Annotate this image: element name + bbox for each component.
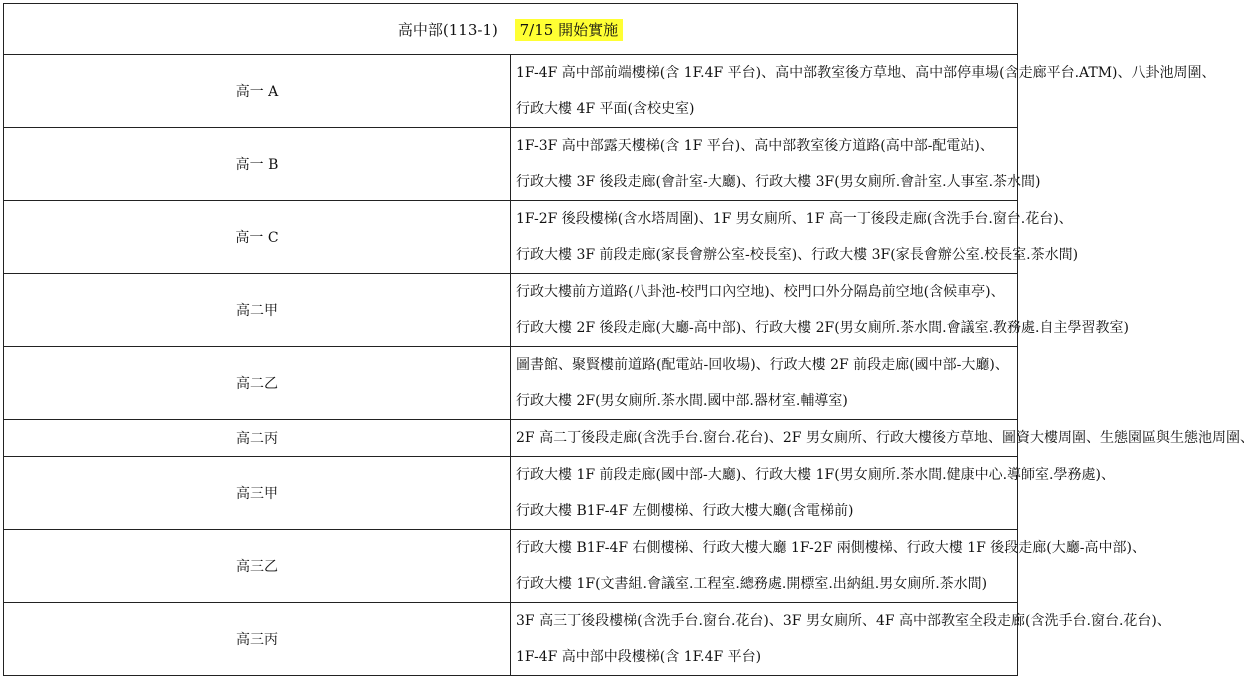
table-row — [4, 128, 1018, 201]
table-row — [4, 603, 1018, 676]
area-line: 行政大樓 1F 前段走廊(國中部-大廳)、行政大樓 1F(男女廁所.茶水間.健康中心.導師室.學務處)、 — [516, 467, 1115, 483]
area-line: 2F 高二丁後段走廊(含洗手台.窗台.花台)、2F 男女廁所、行政大樓後方草地、圖資大樓周圍、生態園區與生態池周圍、 — [516, 430, 1254, 446]
area-line: 行政大樓 1F(文書組.會議室.工程室.總務處.開標室.出納組.男女廁所.茶水間) — [516, 576, 988, 592]
class-label: 高三甲 — [4, 457, 511, 530]
area-cell — [511, 457, 1115, 530]
area-line: 1F-4F 高中部中段樓梯(含 1F.4F 平台) — [516, 649, 762, 665]
area-line: 行政大樓 2F(男女廁所.茶水間.國中部.器材室.輔導室) — [516, 393, 848, 409]
area-cell — [511, 55, 1216, 128]
area-cell — [511, 128, 1041, 201]
table-row — [4, 420, 1018, 457]
area-cell — [511, 274, 1129, 347]
class-label: 高一 A — [4, 55, 511, 128]
class-label: 高三丙 — [4, 603, 511, 676]
department-title: 高中部(113-1) — [397, 20, 498, 39]
class-label: 高三乙 — [4, 530, 511, 603]
cleaning-area-table — [3, 3, 1254, 676]
table-row — [4, 201, 1018, 274]
class-label: 高一 B — [4, 128, 511, 201]
table-row — [4, 347, 1018, 420]
area-line: 1F-2F 後段樓梯(含水塔周圍)、1F 男女廁所、1F 高一丁後段走廊(含洗手台.窗台.花台)、 — [516, 211, 1073, 227]
area-line: 圖書館、聚賢樓前道路(配電站-回收場)、行政大樓 2F 前段走廊(國中部-大廳)、 — [516, 357, 1009, 373]
area-cell — [511, 420, 1254, 457]
area-line: 3F 高三丁後段樓梯(含洗手台.窗台.花台)、3F 男女廁所、4F 高中部教室全段走廊(含洗手台.窗台.花台)、 — [516, 613, 1171, 629]
area-line: 1F-4F 高中部前端樓梯(含 1F.4F 平台)、高中部教室後方草地、高中部停車場(含走廊平台.ATM)、八卦池周圍、 — [516, 65, 1216, 81]
schedule-sheet — [3, 3, 1254, 676]
area-line: 行政大樓 4F 平面(含校史室) — [516, 101, 695, 117]
table-row — [4, 530, 1018, 603]
area-line: 行政大樓 3F 後段走廊(會計室-大廳)、行政大樓 3F(男女廁所.會計室.人事室.茶水間) — [516, 174, 1041, 190]
area-cell — [511, 603, 1171, 676]
table-row — [4, 55, 1018, 128]
area-line: 行政大樓 2F 後段走廊(大廳-高中部)、行政大樓 2F(男女廁所.茶水間.會議室.教務處.自主學習教室) — [516, 320, 1129, 336]
class-label: 高二甲 — [4, 274, 511, 347]
title-cell — [4, 4, 1018, 55]
class-label: 高一 C — [4, 201, 511, 274]
table-row — [4, 274, 1018, 347]
area-line: 1F-3F 高中部露天樓梯(含 1F 平台)、高中部教室後方道路(高中部-配電站)、 — [516, 138, 994, 154]
title-row — [4, 4, 1018, 55]
area-line: 行政大樓 B1F-4F 左側樓梯、行政大樓大廳(含電梯前) — [516, 503, 854, 519]
area-cell — [511, 530, 1146, 603]
class-label: 高二乙 — [4, 347, 511, 420]
area-line: 行政大樓 3F 前段走廊(家長會辦公室-校長室)、行政大樓 3F(家長會辦公室.校長室.茶水間) — [516, 247, 1079, 263]
area-cell — [511, 201, 1079, 274]
area-cell — [511, 347, 1018, 420]
class-label: 高二丙 — [4, 420, 511, 457]
table-row — [4, 457, 1018, 530]
area-line: 行政大樓前方道路(八卦池-校門口內空地)、校門口外分隔島前空地(含候車亭)、 — [516, 284, 1005, 300]
area-line: 行政大樓 B1F-4F 右側樓梯、行政大樓大廳 1F-2F 兩側樓梯、行政大樓 1F 後段走廊(大廳-高中部)、 — [516, 540, 1146, 556]
start-date-highlight: 7/15 開始實施 — [515, 19, 623, 41]
